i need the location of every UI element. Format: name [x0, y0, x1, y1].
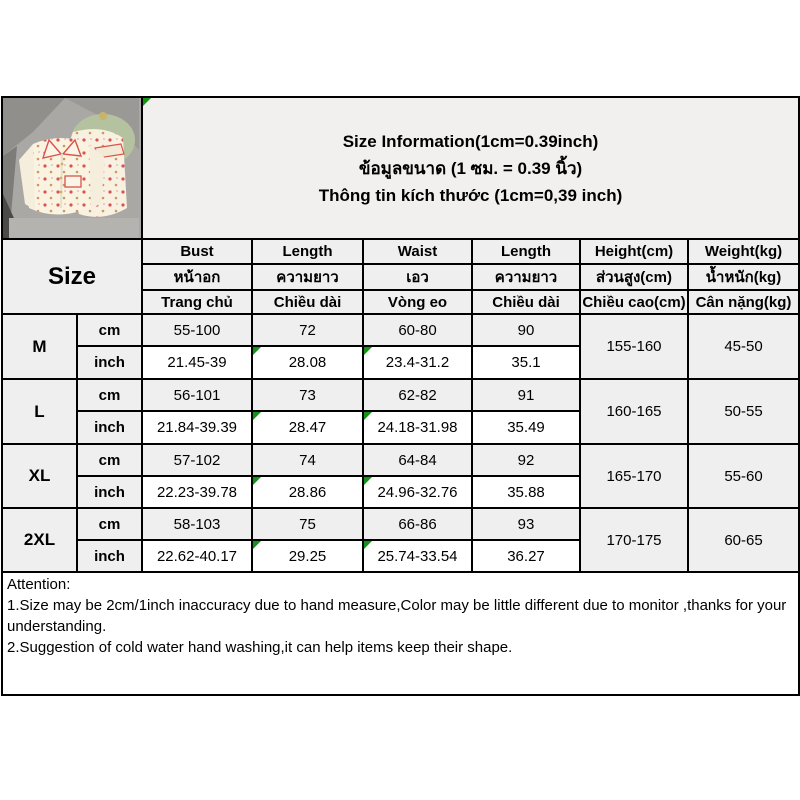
col-header-waist-th: เอว	[363, 264, 472, 290]
title-english: Size Information(1cm=0.39inch)	[342, 131, 599, 151]
col-header-length2-th: ความยาว	[472, 264, 580, 290]
title-block	[142, 97, 799, 239]
cell-l-waist-inch: 24.18-31.98	[363, 411, 472, 444]
unit-inch: inch	[77, 540, 142, 572]
cell-m-bust-inch: 21.45-39	[142, 346, 252, 379]
cell-l-length2-inch: 35.49	[472, 411, 580, 444]
cell-xl-height: 165-170	[580, 444, 688, 508]
col-header-bust-en: Bust	[142, 239, 252, 264]
product-photo	[3, 98, 139, 238]
size-chart-sheet	[1, 96, 798, 696]
cell-m-height: 155-160	[580, 314, 688, 379]
cell-l-bust-cm: 56-101	[142, 379, 252, 411]
title-thai: ข้อมูลขนาด (1 ซม. = 0.39 นิ้ว)	[358, 158, 583, 178]
cell-l-length-cm: 73	[252, 379, 363, 411]
product-photo-cell	[2, 97, 142, 239]
size-row-label-m: M	[2, 314, 77, 379]
cell-xl-length-cm: 74	[252, 444, 363, 476]
col-header-bust-vi: Trang chủ	[142, 290, 252, 314]
cell-m-length2-inch: 35.1	[472, 346, 580, 379]
cell-xl-weight: 55-60	[688, 444, 799, 508]
cell-2xl-length-inch: 29.25	[252, 540, 363, 572]
cell-m-waist-inch: 23.4-31.2	[363, 346, 472, 379]
cell-2xl-waist-cm: 66-86	[363, 508, 472, 540]
size-header: Size	[2, 239, 142, 314]
cell-m-length2-cm: 90	[472, 314, 580, 346]
col-header-length-en: Length	[252, 239, 363, 264]
cell-2xl-length-cm: 75	[252, 508, 363, 540]
cell-2xl-length2-cm: 93	[472, 508, 580, 540]
unit-cm: cm	[77, 444, 142, 476]
cell-l-length2-cm: 91	[472, 379, 580, 411]
attention-note	[2, 572, 799, 695]
size-row-label-l: L	[2, 379, 77, 444]
cell-l-length-inch: 28.47	[252, 411, 363, 444]
unit-inch: inch	[77, 411, 142, 444]
cell-m-waist-cm: 60-80	[363, 314, 472, 346]
col-header-length-vi: Chiều dài	[252, 290, 363, 314]
col-header-height-th: ส่วนสูง(cm)	[580, 264, 688, 290]
col-header-weight-vi: Cân nặng(kg)	[688, 290, 799, 314]
cell-xl-bust-inch: 22.23-39.78	[142, 476, 252, 508]
col-header-weight-en: Weight(kg)	[688, 239, 799, 264]
unit-inch: inch	[77, 476, 142, 508]
cell-l-height: 160-165	[580, 379, 688, 444]
cell-2xl-bust-cm: 58-103	[142, 508, 252, 540]
cell-l-waist-cm: 62-82	[363, 379, 472, 411]
col-header-weight-th: น้ำหนัก(kg)	[688, 264, 799, 290]
unit-cm: cm	[77, 508, 142, 540]
size-row-label-xl: XL	[2, 444, 77, 508]
cell-2xl-length2-inch: 36.27	[472, 540, 580, 572]
cell-m-weight: 45-50	[688, 314, 799, 379]
attention-line-2: 2.Suggestion of cold water hand washing,it can help items keep their shape.	[7, 639, 513, 656]
cell-2xl-height: 170-175	[580, 508, 688, 572]
cell-l-weight: 50-55	[688, 379, 799, 444]
size-table	[1, 96, 800, 696]
cell-xl-length2-inch: 35.88	[472, 476, 580, 508]
attention-heading: Attention:	[7, 576, 71, 593]
size-row-label-2xl: 2XL	[2, 508, 77, 572]
col-header-waist-en: Waist	[363, 239, 472, 264]
col-header-height-vi: Chiều cao(cm)	[580, 290, 688, 314]
cell-m-length-inch: 28.08	[252, 346, 363, 379]
cell-2xl-weight: 60-65	[688, 508, 799, 572]
cell-2xl-bust-inch: 22.62-40.17	[142, 540, 252, 572]
cell-l-bust-inch: 21.84-39.39	[142, 411, 252, 444]
cell-xl-length2-cm: 92	[472, 444, 580, 476]
cell-xl-waist-inch: 24.96-32.76	[363, 476, 472, 508]
cell-xl-waist-cm: 64-84	[363, 444, 472, 476]
col-header-waist-vi: Vòng eo	[363, 290, 472, 314]
cell-xl-length-inch: 28.86	[252, 476, 363, 508]
unit-inch: inch	[77, 346, 142, 379]
cell-2xl-waist-inch: 25.74-33.54	[363, 540, 472, 572]
col-header-length2-vi: Chiều dài	[472, 290, 580, 314]
cell-m-length-cm: 72	[252, 314, 363, 346]
cell-xl-bust-cm: 57-102	[142, 444, 252, 476]
col-header-length2-en: Length	[472, 239, 580, 264]
title-vietnamese: Thông tin kích thước (1cm=0,39 inch)	[318, 185, 623, 205]
attention-line-1: 1.Size may be 2cm/1inch inaccuracy due to hand measure,Color may be little different due to monitor ,thanks for your understanding.	[7, 597, 787, 635]
col-header-length-th: ความยาว	[252, 264, 363, 290]
unit-cm: cm	[77, 314, 142, 346]
cell-m-bust-cm: 55-100	[142, 314, 252, 346]
unit-cm: cm	[77, 379, 142, 411]
col-header-bust-th: หน้าอก	[142, 264, 252, 290]
col-header-height-en: Height(cm)	[580, 239, 688, 264]
